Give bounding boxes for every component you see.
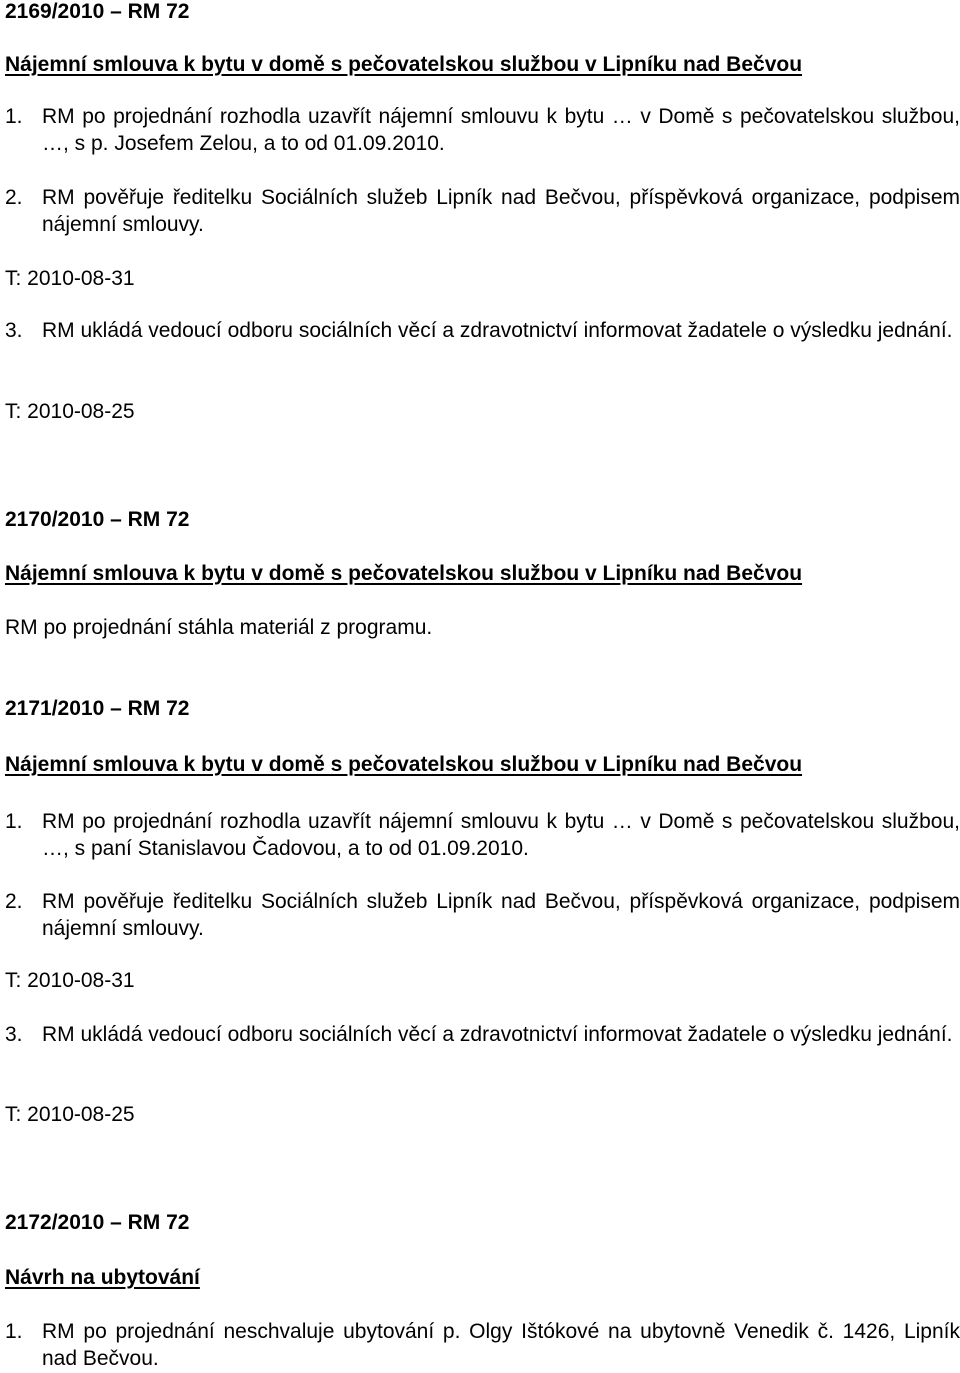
resolution-item: [5, 103, 960, 157]
item-number: 3.: [5, 1023, 23, 1046]
resolution-subject: Nájemní smlouva k bytu v domě s pečovatelskou službou v Lipníku nad Bečvou: [5, 53, 803, 76]
item-text: RM ukládá vedoucí odboru sociálních věcí a zdravotnictví informovat žadatele o výsledku jednání.: [42, 319, 953, 342]
item-text: RM po projednání neschvaluje ubytování p. Olgy Ištókové na ubytovně Venedik č. 1426, Lipník nad Bečvou.: [42, 1320, 960, 1370]
resolution-item: [5, 184, 960, 238]
resolution-heading: 2170/2010 – RM 72: [5, 508, 190, 531]
item-number: 3.: [5, 319, 23, 342]
resolution-item: [5, 317, 960, 344]
item-number: 1.: [5, 810, 23, 833]
resolution-subject: Nájemní smlouva k bytu v domě s pečovatelskou službou v Lipníku nad Bečvou: [5, 753, 803, 776]
item-text: RM po projednání rozhodla uzavřít nájemní smlouvu k bytu … v Domě s pečovatelskou službou, …, s paní Stanislavou Čadovou, a to od 01.09.2010.: [42, 810, 960, 860]
item-number: 2.: [5, 890, 23, 913]
item-text: RM po projednání rozhodla uzavřít nájemní smlouvu k bytu … v Domě s pečovatelskou službou, …, s p. Josefem Zelou, a to od 01.09.2010.: [42, 105, 960, 155]
resolution-text: RM po projednání stáhla materiál z programu.: [5, 616, 433, 639]
term-date: T: 2010-08-25: [5, 1103, 135, 1126]
item-text: RM ukládá vedoucí odboru sociálních věcí a zdravotnictví informovat žadatele o výsledku jednání.: [42, 1023, 953, 1046]
item-text: RM pověřuje ředitelku Sociálních služeb Lipník nad Bečvou, příspěvková organizace, podpisem nájemní smlouvy.: [42, 890, 960, 940]
resolution-heading: 2171/2010 – RM 72: [5, 697, 190, 720]
item-number: 1.: [5, 105, 23, 128]
term-date: T: 2010-08-31: [5, 267, 135, 290]
item-text: RM pověřuje ředitelku Sociálních služeb Lipník nad Bečvou, příspěvková organizace, podpisem nájemní smlouvy.: [42, 186, 960, 236]
resolution-subject: Návrh na ubytování: [5, 1266, 200, 1289]
resolution-subject: Nájemní smlouva k bytu v domě s pečovatelskou službou v Lipníku nad Bečvou: [5, 562, 803, 585]
resolution-item: [5, 888, 960, 942]
resolution-heading: 2169/2010 – RM 72: [5, 0, 190, 23]
resolution-item: [5, 808, 960, 862]
item-number: 2.: [5, 186, 23, 209]
resolution-item: [5, 1021, 960, 1048]
item-number: 1.: [5, 1320, 23, 1343]
resolution-heading: 2172/2010 – RM 72: [5, 1211, 190, 1234]
term-date: T: 2010-08-31: [5, 969, 135, 992]
term-date: T: 2010-08-25: [5, 400, 135, 423]
resolution-item: [5, 1318, 960, 1372]
